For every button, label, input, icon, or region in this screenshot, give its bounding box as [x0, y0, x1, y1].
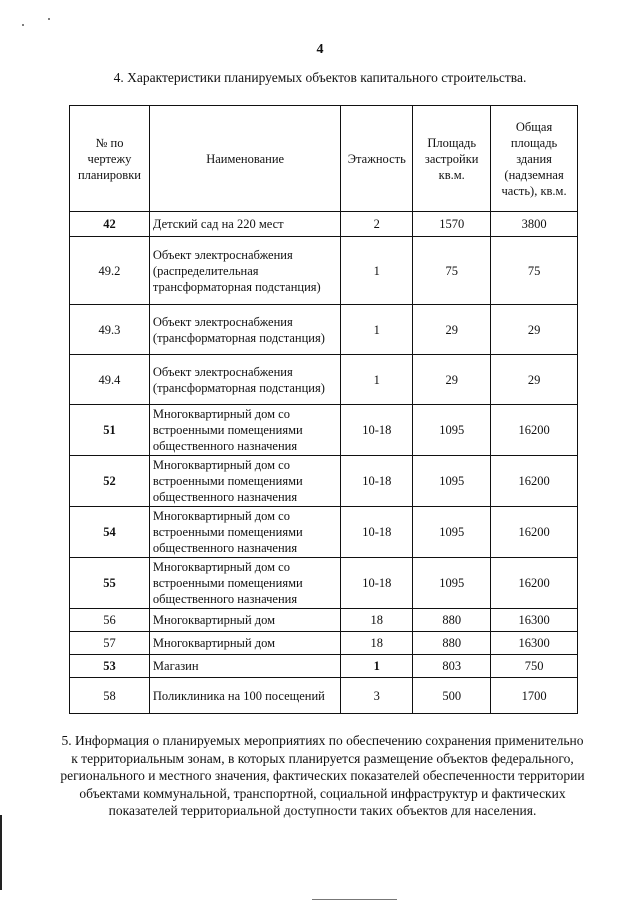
cell-building-area: 803 [413, 655, 491, 678]
cell-building-area: 1095 [413, 405, 491, 456]
table-row [70, 558, 578, 609]
table-row [70, 405, 578, 456]
scan-speck [48, 18, 50, 20]
cell-number: 57 [70, 632, 150, 655]
cell-total-area: 16200 [491, 456, 578, 507]
header-number: № по чертежу планировки [70, 106, 150, 212]
table-row [70, 632, 578, 655]
cell-number: 54 [70, 507, 150, 558]
cell-name: Многоквартирный дом [149, 632, 340, 655]
header-building-area: Площадь застройки кв.м. [413, 106, 491, 212]
table-row [70, 212, 578, 237]
cell-number: 52 [70, 456, 150, 507]
cell-number: 55 [70, 558, 150, 609]
cell-number: 49.2 [70, 237, 150, 305]
table-row [70, 678, 578, 714]
table-row [70, 305, 578, 355]
cell-total-area: 75 [491, 237, 578, 305]
cell-building-area: 29 [413, 305, 491, 355]
cell-total-area: 3800 [491, 212, 578, 237]
cell-building-area: 1095 [413, 558, 491, 609]
cell-floors: 3 [341, 678, 413, 714]
cell-total-area: 16200 [491, 405, 578, 456]
cell-building-area: 75 [413, 237, 491, 305]
section-4-heading: 4. Характеристики планируемых объектов капитального строительства. [113, 70, 527, 85]
header-total-area: Общая площадь здания (надземная часть), кв.м. [491, 106, 578, 212]
cell-total-area: 16300 [491, 632, 578, 655]
cell-total-area: 16200 [491, 507, 578, 558]
table-header-row [70, 106, 578, 212]
cell-total-area: 16300 [491, 609, 578, 632]
cell-number: 42 [70, 212, 150, 237]
cell-building-area: 1095 [413, 507, 491, 558]
cell-number: 53 [70, 655, 150, 678]
cell-name: Объект электроснабжения (трансформаторная подстанция) [149, 305, 340, 355]
cell-building-area: 1570 [413, 212, 491, 237]
cell-floors: 1 [341, 355, 413, 405]
cell-floors: 2 [341, 212, 413, 237]
scan-speck [22, 24, 24, 26]
header-name: Наименование [149, 106, 340, 212]
cell-total-area: 16200 [491, 558, 578, 609]
cell-total-area: 750 [491, 655, 578, 678]
cell-floors: 10-18 [341, 507, 413, 558]
cell-floors: 18 [341, 632, 413, 655]
table-row [70, 655, 578, 678]
header-floors: Этажность [341, 106, 413, 212]
cell-name: Многоквартирный дом со встроенными помещениями общественного назначения [149, 507, 340, 558]
cell-name: Магазин [149, 655, 340, 678]
section-5-paragraph: 5. Информация о планируемых мероприятиях по обеспечению сохранения применительно к территориальным зонам, в которых планируется размещение объектов федерального, регионального и местного значения, фактических показателей обеспеченности территории объектами коммунальной, транспортной, социальной инфраструктур и фактических показателей территориальной доступности таких объектов для населения. [60, 733, 585, 818]
cell-building-area: 880 [413, 632, 491, 655]
objects-table [69, 105, 578, 714]
cell-building-area: 500 [413, 678, 491, 714]
cell-total-area: 1700 [491, 678, 578, 714]
cell-floors: 18 [341, 609, 413, 632]
table-row [70, 507, 578, 558]
cell-floors: 1 [341, 655, 413, 678]
scan-bottom-line [312, 899, 397, 900]
cell-total-area: 29 [491, 305, 578, 355]
cell-floors: 1 [341, 305, 413, 355]
cell-total-area: 29 [491, 355, 578, 405]
cell-building-area: 1095 [413, 456, 491, 507]
cell-name: Поликлиника на 100 посещений [149, 678, 340, 714]
table-row [70, 355, 578, 405]
cell-name: Многоквартирный дом со встроенными помещениями общественного назначения [149, 558, 340, 609]
cell-number: 51 [70, 405, 150, 456]
cell-name: Многоквартирный дом со встроенными помещениями общественного назначения [149, 456, 340, 507]
cell-name: Объект электроснабжения (трансформаторная подстанция) [149, 355, 340, 405]
cell-building-area: 29 [413, 355, 491, 405]
scan-edge-mark [0, 815, 2, 890]
cell-name: Многоквартирный дом [149, 609, 340, 632]
cell-floors: 10-18 [341, 456, 413, 507]
table-row [70, 237, 578, 305]
cell-building-area: 880 [413, 609, 491, 632]
cell-number: 56 [70, 609, 150, 632]
cell-name: Детский сад на 220 мест [149, 212, 340, 237]
cell-floors: 1 [341, 237, 413, 305]
table-row [70, 456, 578, 507]
table-row [70, 609, 578, 632]
cell-floors: 10-18 [341, 405, 413, 456]
cell-name: Объект электроснабжения (распределительная трансформаторная подстанция) [149, 237, 340, 305]
cell-number: 58 [70, 678, 150, 714]
cell-number: 49.4 [70, 355, 150, 405]
cell-number: 49.3 [70, 305, 150, 355]
cell-name: Многоквартирный дом со встроенными помещениями общественного назначения [149, 405, 340, 456]
page-number: 4 [316, 42, 324, 57]
cell-floors: 10-18 [341, 558, 413, 609]
